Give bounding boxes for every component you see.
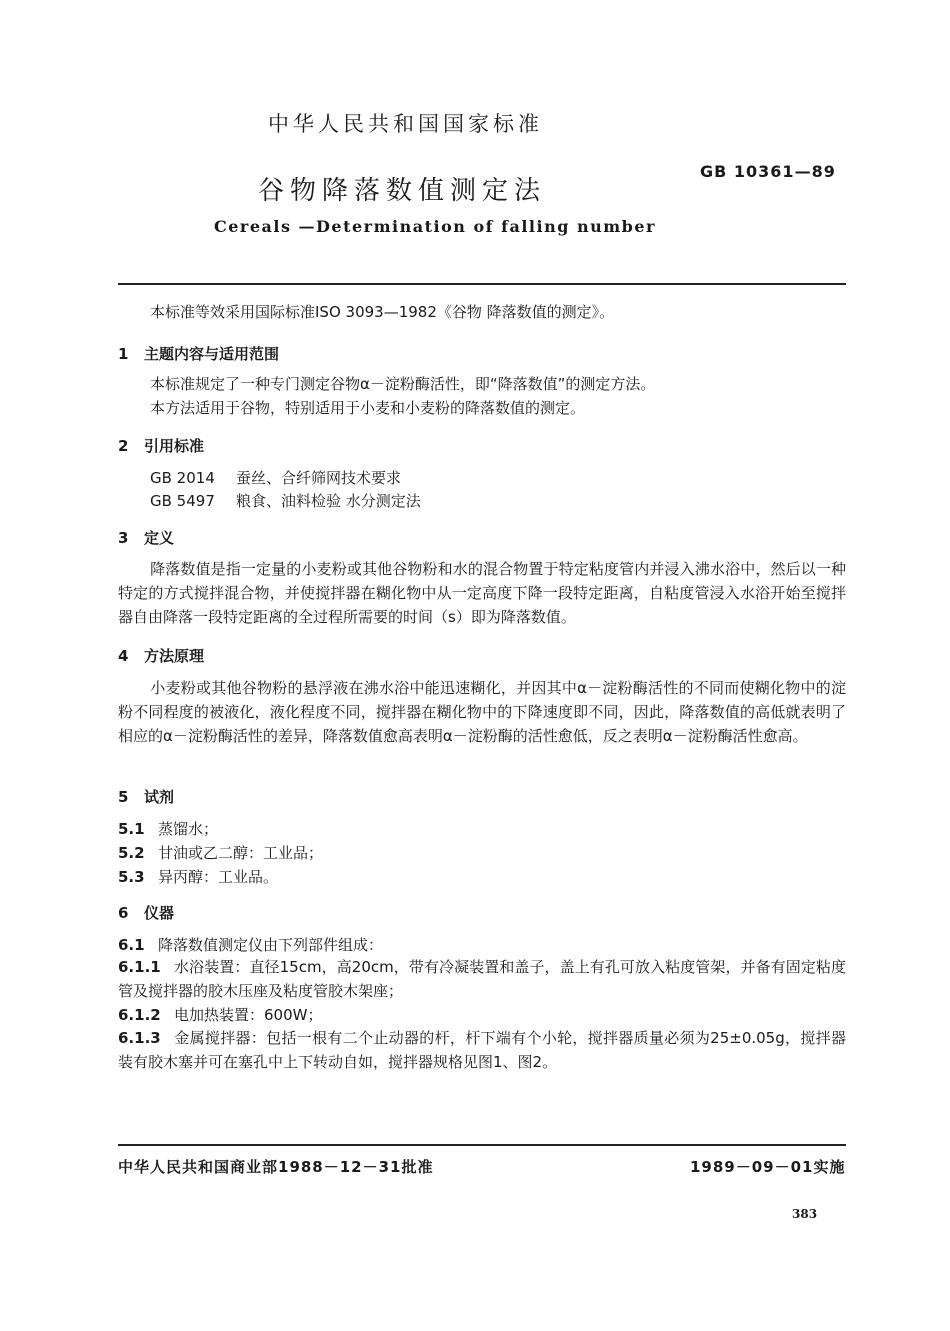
header-divider (118, 283, 846, 285)
section-title: 主题内容与适用范围 (144, 345, 280, 363)
section-number: 3 (118, 529, 129, 547)
definition-text: 降落数值是指一定量的小麦粉或其他谷物粉和水的混合物置于特定粘度管内并浸入沸水浴中，然后以一种特定的方式搅拌混合物，并使搅拌器在糊化物中从一定高度下降一段特定距离，自粘度管浸入水浴开始至搅拌器自由降落一段特定距离的全过程所需要的时间（s）即为降落数值。 (118, 560, 846, 626)
intro-text: 本标准等效采用国际标准ISO 3093—1982《谷物 降落数值的测定》。 (150, 303, 615, 321)
clause-text: 水浴装置：直径15cm，高20cm，带有冷凝装置和盖子，盖上有孔可放入粘度管架，并备有固定粘度管及搅拌器的胶木压座及粘度管胶木架座； (118, 958, 846, 1000)
clause-number: 6.1.2 (118, 1006, 161, 1024)
clause-text: 甘油或乙二醇：工业品； (158, 844, 324, 862)
clause-number: 6.1.1 (118, 958, 161, 976)
section-number: 2 (118, 437, 129, 455)
section-1-heading (118, 343, 279, 364)
reference-item (150, 467, 401, 489)
clause-text: 异丙醇：工业品。 (158, 868, 279, 886)
clause-text: 蒸馏水； (158, 820, 219, 838)
standard-number: GB 10361—89 (700, 162, 836, 181)
reference-title: 粮食、油料检验 水分测定法 (236, 492, 421, 510)
principle-text: 小麦粉或其他谷物粉的悬浮液在沸水浴中能迅速糊化，并因其中α－淀粉酶活性的不同而使糊化物中的淀粉不同程度的被液化，液化程度不同，搅拌器在糊化物中的下降速度即不同，因此，降落数值的高低就表明了相应的α－淀粉酶活性的差异，降落数值愈高表明α－淀粉酶的活性愈低，反之表明α－淀粉酶活性愈高。 (118, 679, 846, 745)
reference-code: GB 5497 (150, 492, 215, 510)
section-5-heading (118, 786, 174, 807)
clause-number: 5.2 (118, 844, 145, 862)
section-1-line-1: 本标准规定了一种专门测定谷物α－淀粉酶活性，即“降落数值”的测定方法。 (150, 375, 656, 393)
approval-date: 中华人民共和国商业部1988－12－31批准 (118, 1158, 434, 1176)
section-4-principle (118, 676, 846, 748)
reagent-item (118, 842, 323, 863)
reference-code: GB 2014 (150, 469, 215, 487)
section-number: 4 (118, 647, 129, 665)
section-title: 仪器 (144, 904, 175, 922)
section-number: 1 (118, 345, 129, 363)
section-title: 试剂 (144, 788, 175, 806)
section-title: 引用标准 (144, 437, 205, 455)
section-4-heading (118, 645, 204, 666)
section-number: 5 (118, 788, 129, 806)
section-2-heading (118, 435, 204, 456)
national-standard-label: 中华人民共和国国家标准 (268, 112, 543, 136)
instrument-item (118, 934, 383, 955)
reference-title: 蚕丝、合纤筛网技术要求 (236, 469, 402, 487)
instrument-item (118, 955, 846, 1003)
section-number: 6 (118, 904, 129, 922)
page-number: 383 (792, 1207, 818, 1221)
clause-text: 电加热装置：600W； (174, 1006, 323, 1024)
document-title-en: Cereals —Determination of falling number (214, 217, 656, 236)
reference-item (150, 490, 421, 512)
effective-date: 1989－09－01实施 (690, 1158, 846, 1176)
instrument-item (118, 1004, 322, 1025)
section-3-heading (118, 527, 174, 548)
reagent-item (118, 818, 218, 839)
section-title: 定义 (144, 529, 175, 547)
clause-number: 5.3 (118, 868, 145, 886)
section-6-heading (118, 902, 174, 923)
clause-text: 金属搅拌器：包括一根有二个止动器的杆，杆下端有个小轮，搅拌器质量必须为25±0.05g，搅拌器装有胶木塞并可在塞孔中上下转动自如，搅拌器规格见图1、图2。 (118, 1029, 846, 1071)
section-3-definition (118, 557, 846, 629)
clause-number: 6.1 (118, 936, 145, 954)
section-title: 方法原理 (144, 647, 205, 665)
instrument-item (118, 1026, 846, 1074)
reagent-item (118, 866, 278, 887)
clause-number: 5.1 (118, 820, 145, 838)
clause-number: 6.1.3 (118, 1029, 161, 1047)
section-1-line-2: 本方法适用于谷物，特别适用于小麦和小麦粉的降落数值的测定。 (150, 399, 586, 417)
footer-divider (118, 1144, 846, 1146)
clause-text: 降落数值测定仪由下列部件组成： (158, 936, 384, 954)
document-title-cn: 谷物降落数值测定法 (258, 176, 547, 206)
